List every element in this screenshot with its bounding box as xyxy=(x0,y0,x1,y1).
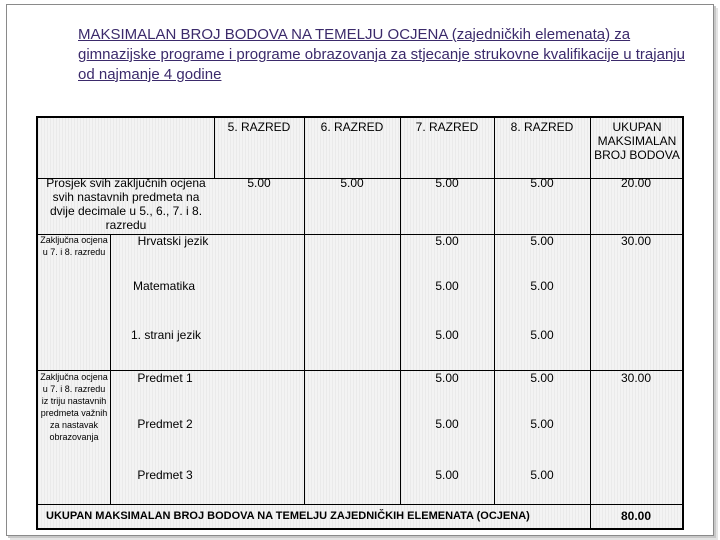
avg-8-value: 5.00 xyxy=(530,176,554,190)
grade8-value: 5.00 xyxy=(530,468,554,482)
group1-total: 30.00 xyxy=(620,234,652,248)
subject-label: Predmet 1 xyxy=(137,371,193,385)
subject-label: Predmet 3 xyxy=(137,468,193,482)
grade7-value: 5.00 xyxy=(435,234,459,248)
grade7-value: 5.00 xyxy=(435,468,459,482)
points-table xyxy=(36,116,684,530)
grade8-value: 5.00 xyxy=(530,371,554,385)
subject-label: Matematika xyxy=(132,279,196,293)
header-6-razred: 6. RAZRED xyxy=(320,120,384,134)
avg-5-value: 5.00 xyxy=(247,176,271,190)
grand-total-label: UKUPAN MAKSIMALAN BROJ BODOVA NA TEMELJU ZAJEDNIČKIH ELEMENATA (OCJENA) xyxy=(46,510,530,522)
group1-label: Zaključna ocjena u 7. i 8. razredu xyxy=(40,235,108,257)
grade7-value: 5.00 xyxy=(435,371,459,385)
grade7-value: 5.00 xyxy=(435,417,459,431)
header-total: UKUPAN MAKSIMALAN BROJ BODOVA xyxy=(594,120,680,162)
grade8-value: 5.00 xyxy=(530,234,554,248)
subject-label: Predmet 2 xyxy=(137,417,193,431)
subject-label: Hrvatski jezik xyxy=(137,234,209,248)
grade7-value: 5.00 xyxy=(435,279,459,293)
grade8-value: 5.00 xyxy=(530,328,554,342)
grade7-value: 5.00 xyxy=(435,328,459,342)
header-7-razred: 7. RAZRED xyxy=(415,120,479,134)
page-title: MAKSIMALAN BROJ BODOVA NA TEMELJU OCJENA (zajedničkih elemenata) za gimnazijske programe i programe obrazovanja za stjecanje strukovne kvalifikacije u trajanju od najmanje 4 godine xyxy=(78,26,685,83)
header-8-razred: 8. RAZRED xyxy=(510,120,574,134)
avg-total-value: 20.00 xyxy=(620,176,652,190)
subject-label: 1. strani jezik xyxy=(130,328,202,342)
header-5-razred: 5. RAZRED xyxy=(227,120,291,134)
avg-row-label: Prosjek svih zaključnih ocjena svih nastavnih predmeta na dvije decimale u 5., 6., 7. i 8. razredu xyxy=(46,176,206,232)
divider xyxy=(38,504,682,505)
grand-total-value: 80.00 xyxy=(620,509,652,523)
divider xyxy=(110,234,111,504)
group2-total: 30.00 xyxy=(620,371,652,385)
avg-6-value: 5.00 xyxy=(340,176,364,190)
avg-7-value: 5.00 xyxy=(435,176,459,190)
group2-label: Zaključna ocjena u 7. i 8. razredu iz triju nastavnih predmeta važnih za nastavak obrazovanja xyxy=(40,372,108,442)
grade8-value: 5.00 xyxy=(530,279,554,293)
grade8-value: 5.00 xyxy=(530,417,554,431)
